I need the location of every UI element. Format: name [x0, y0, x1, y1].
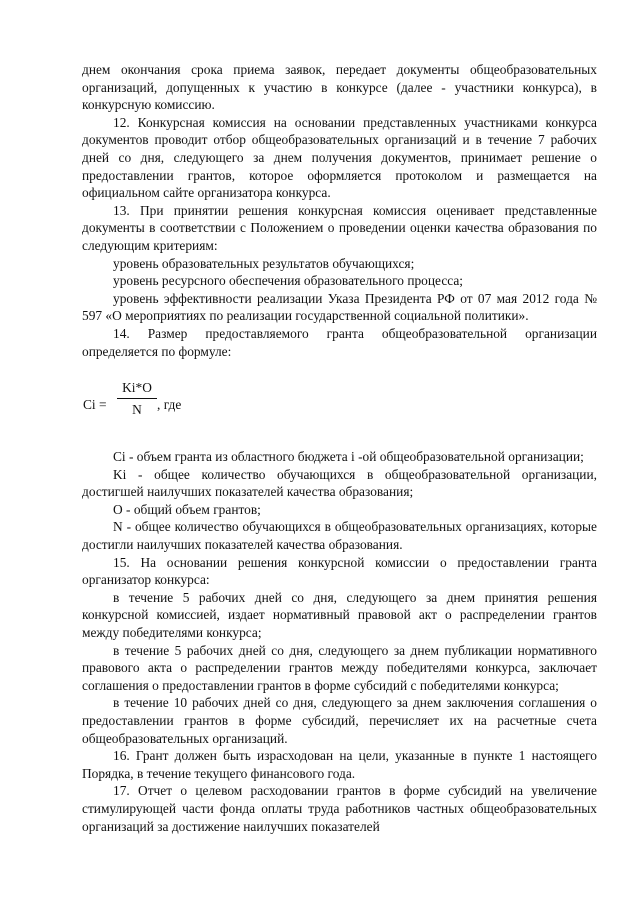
criterion-3: уровень эффективности реализации Указа Президента РФ от 07 мая 2012 года № 597 «О мероприятиях по реализации государственной социальной политики».: [82, 290, 597, 324]
paragraph-15-item-1: в течение 5 рабочих дней со дня, следующего за днем принятия решения конкурсной комиссией, издает нормативный правовой акт о распределении грантов между победителями конкурса;: [82, 589, 597, 641]
definition-ci: Ci - объем гранта из областного бюджета i -ой общеобразовательной организации;: [113, 449, 584, 465]
criterion-2: уровень ресурсного обеспечения образовательного процесса;: [113, 273, 464, 289]
paragraph-13: 13. При принятии решения конкурсная комиссия оценивает представленные документы в соответствии с Положением о проведении оценки качества образования по следующим критериям:: [82, 202, 597, 253]
definition-ki: Ki - общее количество обучающихся в общеобразовательной организации, достигшей наилучших показателей качества образования;: [82, 466, 597, 500]
formula-tail: , где: [157, 397, 182, 413]
criterion-1: уровень образовательных результатов обучающихся;: [113, 255, 415, 271]
document-body: [82, 61, 597, 835]
paragraph-12: 12. Конкурсная комиссия на основании представленных участниками конкурса документов проводит отбор общеобразовательных организаций и в течение 7 рабочих дней со дня, следующего за днем получения документов, принимает решение о предоставлении грантов, которое оформляется протоколом и размещается на официальном сайте организатора конкурса.: [82, 114, 597, 201]
paragraph-16: 16. Грант должен быть израсходован на цели, указанные в пункте 1 настоящего Порядка, в течение текущего финансового года.: [82, 748, 597, 781]
formula-denominator: N: [132, 402, 142, 418]
paragraph-15-item-2: в течение 5 рабочих дней со дня, следующего за днем публикации нормативного правового акта о распределении грантов между победителями конкурса, заключает соглашения о предоставлении грантов в форме субсидий с победителями конкурса;: [82, 642, 597, 693]
paragraph-15-item-3: в течение 10 рабочих дней со дня, следующего за днем заключения соглашения о предоставлении грантов в форме субсидий, перечисляет их на расчетные счета общеобразовательных организаций.: [82, 695, 597, 746]
fraction-bar: [117, 398, 157, 399]
paragraph-15: 15. На основании решения конкурсной комиссии о предоставлении гранта организатор конкурса:: [82, 554, 597, 588]
paragraph-14: 14. Размер предоставляемого гранта общеобразовательной организации определяется по формуле:: [82, 325, 597, 359]
definition-o: O - общий объем грантов;: [113, 501, 261, 517]
grant-formula: [82, 372, 597, 440]
paragraph-intro: днем окончания срока приема заявок, передает документы общеобразовательных организаций, допущенных к участию в конкурсе (далее - участники конкурса), в конкурсную комиссию.: [82, 62, 597, 113]
definition-n: N - общее количество обучающихся в общеобразовательных организациях, которые достигли наилучших показателей качества образования.: [82, 519, 597, 553]
formula-fraction: [117, 379, 157, 419]
formula-lhs: Ci =: [83, 397, 107, 413]
formula-numerator: Ki*O: [122, 380, 152, 396]
paragraph-17: 17. Отчет о целевом расходовании грантов в форме субсидий на увеличение стимулирующей части фонда оплаты труда работников частных общеобразовательных организаций за достижение наилучших показателей: [82, 783, 597, 834]
